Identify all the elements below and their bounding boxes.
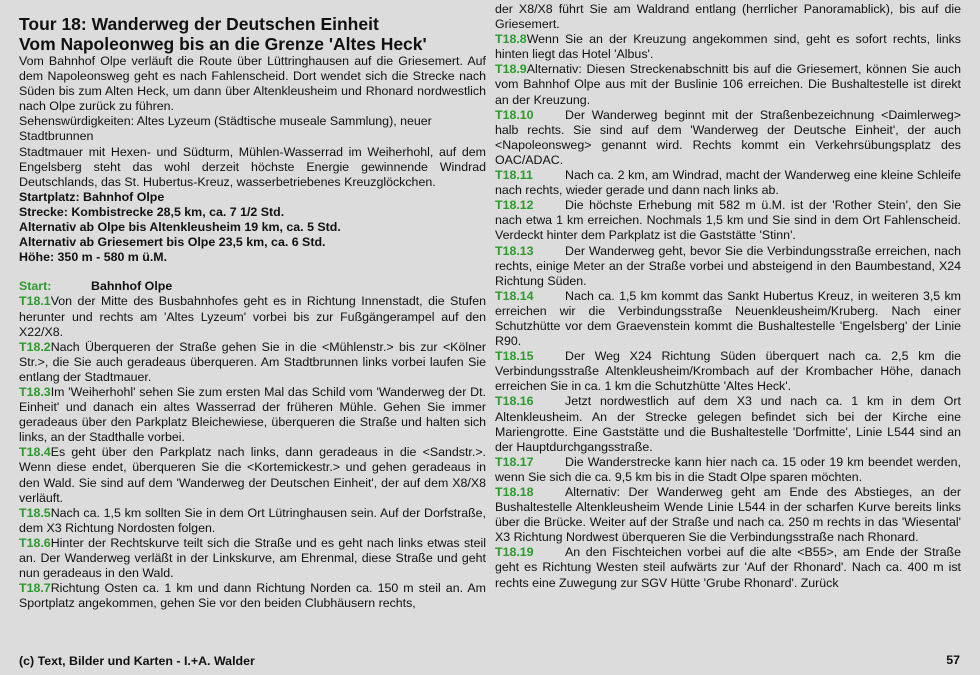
startplatz-line: Startplatz: Bahnhof Olpe [19, 189, 165, 204]
stages-right-list [495, 32, 961, 590]
stage-text: Nach Überqueren der Straße gehen Sie in die <Mühlenstr.> bis zur <Kölner Str.>, die Sie auch geradeaus überqueren. Am Stadtbrunnen links vorbei laufen Sie entlang der Stadtmauer. [19, 339, 486, 384]
stage-item [19, 385, 486, 445]
stage-text: An den Fischteichen vorbei auf die alte <B55>, am Ende der Straße geht es Richtung Westen steil aufwärts zur 'Auf der Rhonard'. Nach ca. 400 m ist rechts eine Zuwegung zur SGV Hütte 'Grube Rhonard'. Zurück [495, 545, 961, 590]
start-label: Start: [19, 279, 52, 294]
page-number: 57 [946, 653, 960, 667]
stage-number: T18.9 [495, 62, 527, 77]
stage-number: T18.8 [495, 32, 527, 47]
stage-text: Im 'Weiherhohl' sehen Sie zum ersten Mal das Schild vom 'Wanderweg der Dt. Einheit' und danach ein altes Wasserrad der früheren Mühle. Gehen Sie immer geradeaus über den Parkplatz Bleichewiese, überqueren die Straße und halten sich links, an der Stadthalle vorbei. [19, 384, 486, 445]
start-row [19, 279, 486, 294]
stage-text: Nach ca. 2 km, am Windrad, macht der Wanderweg eine kleine Schleife nach rechts, wieder gerade und dann nach links ab. [495, 168, 961, 198]
sights-paragraph: Sehenswürdigkeiten: Altes Lyzeum (Städtische museale Sammlung), neuer Stadtbrunnen [19, 114, 432, 144]
stage-number: T18.1 [19, 294, 51, 309]
stage-item [19, 294, 486, 339]
strecke-line: Strecke: Kombistrecke 28,5 km, ca. 7 1/2 Std. [19, 204, 285, 219]
stage-item [495, 455, 961, 485]
stage-item [495, 32, 961, 62]
stage-text: Nach ca. 1,5 km kommt das Sankt Hubertus Kreuz, in weiteren 3,5 km erreichen wir die Verbindungsstraße Neuenkleusheim/Kruberg. Nach einer Schutzhütte vor dem Graevenstein kommt die Bushaltestelle 'Engelsberg' der Linie R90. [495, 288, 961, 349]
stage-text: Von der Mitte des Busbahnhofes geht es in Richtung Innenstadt, die Stufen herunter und rechts am 'Altes Lyzeum' vorbei bis zur Fußgängerampel auf den X22/X8. [19, 294, 486, 339]
stage-text: Es geht über den Parkplatz nach links, dann geradeaus in die <Sandstr.>. Wenn diese endet, überqueren Sie die <Kortemickestr.> und gehen geradeaus in den Wald. Sie sind auf dem 'Wanderweg der Deutschen Einheit', der auf dem X8/X8 verläuft. [19, 445, 486, 505]
stage-number: T18.4 [19, 445, 51, 460]
stage-number: T18.18 [495, 485, 534, 499]
alternative-2-line: Alternativ ab Griesemert bis Olpe 23,5 km, ca. 6 Std. [19, 235, 326, 250]
stage-text: Hinter der Rechtskurve teilt sich die Straße und es geht nach links etwas steil an. Der Wanderweg verläßt in der Linkskurve, am Ehrenmal, diese Straße und geht nun geradeaus in den Wald. [19, 535, 486, 581]
left-column [19, 14, 486, 611]
start-value: Bahnhof Olpe [91, 279, 173, 294]
stage-item [19, 340, 486, 385]
stage-item [495, 62, 961, 107]
stage-text: Alternativ: Diesen Streckenabschnitt bis auf die Griesemert, können Sie auch vom Bahnhof Olpe aus mit der Buslinie 106 erreichen. Die Bushaltestelle ist direkt an der Kreuzung. [495, 62, 961, 107]
stage-number: T18.17 [495, 454, 534, 469]
right-column [495, 2, 961, 591]
stage-item [19, 536, 486, 581]
copyright-footer: (c) Text, Bilder und Karten - I.+A. Walder [19, 654, 255, 668]
stage-item [495, 198, 961, 243]
stage-text: Der Wanderweg beginnt mit der Straßenbezeichnung <Daimlerweg> halb rechts. Sie sind auf dem 'Wanderweg der Deutsche Einheit', der auch <Napoleonsweg> genannt wird. Rechts kommt ein Verkehrsübungsplatz des OAC/ADAC. [495, 107, 961, 167]
stage-item [495, 168, 961, 198]
intro-paragraph: Vom Bahnhof Olpe verläuft die Route über Lüttringhausen auf die Griesemert. Auf dem Napoleonsweg geht es nach Fahlenscheid. Dort wendet sich die Strecke nach Süden bis zum Alten Heck, um dann über Altenkleusheim und Rhonard nordwestlich nach Olpe zurück zu führen. [19, 54, 486, 114]
stage-item [495, 289, 961, 349]
stage-text: Jetzt nordwestlich auf dem X3 und nach ca. 1 km in dem Ort Altenkleusheim. An der Strecke gelegen befindet sich bei der Kirche eine Mariengrotte. Eine Gaststätte und die Bushaltestelle 'Dorfmitte', Linie L544 sind an der Hauptdurchgangsstraße. [495, 394, 961, 454]
stage-number: T18.16 [495, 394, 534, 409]
stage-number: T18.5 [19, 505, 51, 520]
stage-text: Richtung Osten ca. 1 km und dann Richtung Norden ca. 150 m steil an. Am Sportplatz angekommen, gehen Sie vor den beiden Clubhäusern rechts, [19, 581, 486, 611]
stage-text: Wenn Sie an der Kreuzung angekommen sind, geht es sofort rechts, links hinten liegt das Hotel 'Albus'. [495, 32, 961, 62]
stage-item [495, 545, 961, 590]
stage-number: T18.7 [19, 581, 51, 596]
stage-number: T18.19 [495, 545, 534, 560]
stage-number: T18.6 [19, 535, 51, 550]
stage-text: Der Wanderweg geht, bevor Sie die Verbindungsstraße erreichen, nach rechts, einige Meter an der Straße vorbei und absteigend in den Baumbestand, X24 Richtung Süden. [495, 243, 961, 288]
stage-item [19, 581, 486, 611]
stage-item [495, 394, 961, 454]
stage-item [19, 506, 486, 536]
page-subtitle: Vom Napoleonweg bis an die Grenze 'Altes Heck' [19, 34, 427, 54]
stage-text: Nach ca. 1,5 km sollten Sie in dem Ort Lütringhausen sein. Auf der Dorfstraße, dem X3 Richtung Nordosten folgen. [19, 505, 486, 535]
stage-number: T18.2 [19, 339, 51, 354]
stage-text: Der Weg X24 Richtung Süden überquert nach ca. 2,5 km die Verbindungsstraße Altenkleusheim/Krombach auf der Krombacher Höhe, danach erreichen Sie in ca. 1 km die Schutzhütte 'Altes Heck'. [495, 349, 961, 394]
sights-paragraph-cont: Stadtmauer mit Hexen- und Südturm, Mühlen-Wasserrad im Weiherhohl, auf dem Engelsberg steht das wohl derzeit höchste Energie gewinnende Windrad Deutschlands, das St. Hubertus-Kreuz, wasserbetriebenes Kreuzglöckchen. [19, 144, 486, 189]
stage-item [495, 485, 961, 545]
right-intro-paragraph: der X8/X8 führt Sie am Waldrand entlang (herrlicher Panoramablick), bis auf die Griesemert. [495, 2, 961, 32]
stage-text: Alternativ: Der Wanderweg geht am Ende des Abstieges, an der Bushaltestelle Altenkleusheim Wende Linie L544 in der scharfen Kurve bereits links über die Brücke. Weiter auf der Straße und nach ca. 250 m rechts in das 'Wiesental' X3 Richtung Nordwest überqueren Sie die Verbindungsstraße nach Rhonard. [495, 485, 961, 545]
stage-number: T18.3 [19, 384, 51, 399]
page-title: Tour 18: Wanderweg der Deutschen Einheit [19, 14, 379, 34]
stage-number: T18.11 [495, 168, 533, 183]
stage-number: T18.14 [495, 288, 534, 303]
stage-number: T18.10 [495, 107, 534, 122]
stage-number: T18.12 [495, 198, 534, 213]
stage-text: Die Wanderstrecke kann hier nach ca. 15 oder 19 km beendet werden, wenn Sie sich die ca. 9,5 km bis in die Stadt Olpe sparen möchten. [495, 454, 961, 484]
stage-item [495, 349, 961, 394]
stage-item [495, 244, 961, 289]
stage-number: T18.15 [495, 349, 534, 364]
stage-text: Die höchste Erhebung mit 582 m ü.M. ist der 'Rother Stein', den Sie nach etwa 1 km erreichen. Nochmals 1,5 km und Sie sind in dem Ort Fahlenscheid. Verdeckt hinter dem Parkplatz ist die Gaststätte 'Stinn'. [495, 198, 961, 243]
stage-item [19, 445, 486, 505]
stage-item [495, 108, 961, 168]
stages-left-list [19, 294, 486, 611]
stage-number: T18.13 [495, 243, 534, 258]
hoehe-line: Höhe: 350 m - 580 m ü.M. [19, 250, 168, 265]
alternative-1-line: Alternativ ab Olpe bis Altenkleusheim 19 km, ca. 5 Std. [19, 220, 341, 235]
